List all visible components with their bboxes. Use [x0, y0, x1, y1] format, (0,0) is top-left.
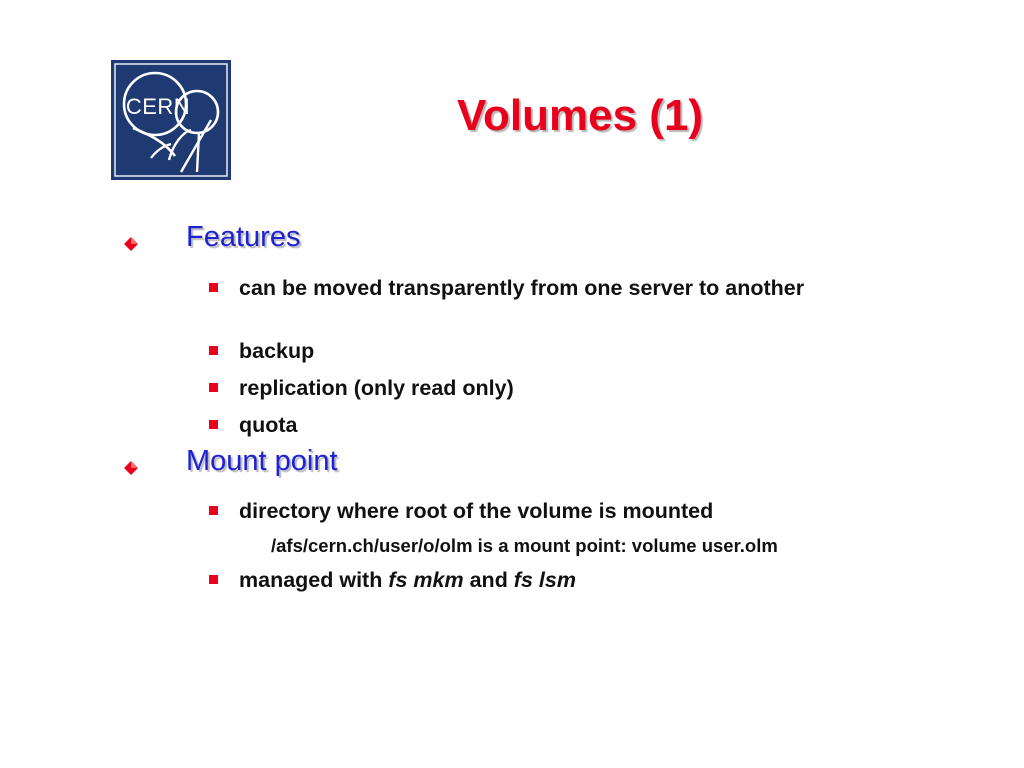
sub-list-item-text: /afs/cern.ch/user/o/olm is a mount point: volume user.olm — [271, 535, 778, 556]
list-item-text: quota — [239, 413, 298, 437]
list-item-text: backup — [239, 339, 315, 363]
square-bullet-icon — [209, 383, 218, 392]
logo-text: CERN — [125, 94, 191, 119]
square-bullet-icon — [209, 346, 218, 355]
square-bullet-icon — [209, 506, 218, 515]
square-bullet-icon — [209, 420, 218, 429]
managed-prefix-text: managed with — [239, 568, 389, 592]
section-heading-text: Features — [186, 221, 301, 253]
diamond-bullet-icon — [125, 238, 137, 250]
slide-title: Volumes (1) — [456, 91, 704, 140]
command-fs-mkm: fs mkm — [388, 568, 464, 592]
section-heading-features — [125, 221, 301, 253]
section-heading-text: Mount point — [186, 445, 338, 477]
managed-middle-text: and — [463, 568, 514, 592]
list-item-text: can be moved transparently from one server to another — [239, 276, 805, 300]
section-heading-mount-point — [125, 445, 338, 477]
cern-logo — [111, 60, 231, 180]
diamond-bullet-icon — [125, 462, 137, 474]
command-fs-lsm: fs lsm — [513, 568, 576, 592]
list-item-managed — [239, 567, 839, 594]
square-bullet-icon — [209, 283, 218, 292]
list-item-text: replication (only read only) — [239, 376, 514, 400]
cern-logo-icon — [111, 60, 231, 180]
square-bullet-icon — [209, 575, 218, 584]
list-item-text: directory where root of the volume is mounted — [239, 499, 714, 523]
